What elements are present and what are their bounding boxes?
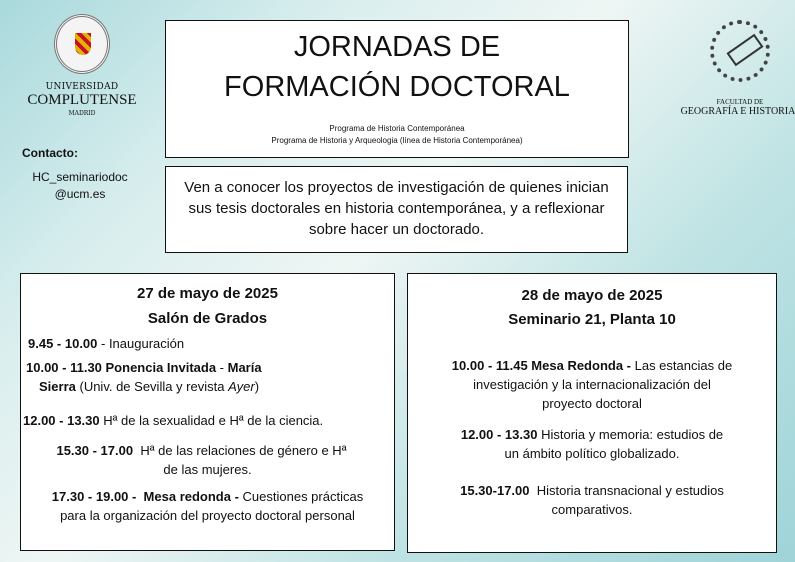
day1-date: 27 de mayo de 2025 bbox=[137, 285, 278, 302]
schedule-item: 12.00 - 13.30 Hª de la sexualidad e Hª de la ciencia. bbox=[23, 413, 324, 428]
day2-venue: Seminario 21, Planta 10 bbox=[508, 311, 676, 328]
faculty-logo-line1: FACULTAD DE bbox=[716, 98, 764, 106]
title-line1: JORNADAS DE bbox=[293, 31, 501, 63]
ucm-logo-line3: MADRID bbox=[68, 110, 96, 117]
description-line1: Ven a conocer los proyectos de investigación de quienes inician bbox=[184, 179, 609, 196]
contact-email-line2: @ucm.es bbox=[54, 187, 106, 201]
ucm-crest-icon bbox=[54, 14, 110, 74]
title-line2: FORMACIÓN DOCTORAL bbox=[224, 71, 570, 103]
schedule-item: 17.30 - 19.00 - Mesa redonda - Cuestiones prácticas para la organización del proyecto doctoral personal bbox=[51, 489, 364, 523]
description-box bbox=[165, 166, 628, 253]
contact-email-line1: HC_seminariodoc bbox=[32, 170, 128, 184]
ucm-logo bbox=[12, 14, 152, 117]
schedule-item: 12.00 - 13.30 Historia y memoria: estudios de un ámbito político globalizado. bbox=[460, 427, 724, 461]
contact-email[interactable] bbox=[10, 169, 150, 203]
description-line2: sus tesis doctorales en historia contemporánea, y a reflexionar bbox=[188, 200, 605, 217]
program-2: Programa de Historia y Arqueologia (línea de Historia Contemporánea) bbox=[271, 136, 523, 145]
day1-venue: Salón de Grados bbox=[147, 310, 268, 327]
day1-schedule bbox=[20, 273, 395, 551]
schedule-item: 10.00 - 11.45 Mesa Redonda - Las estancias de investigación y la internacionalización del proyecto doctoral bbox=[451, 358, 733, 411]
schedule-item: 10.00 - 11.30 Ponencia Invitada - María Sierra (Univ. de Sevilla y revista Ayer) bbox=[26, 360, 262, 394]
schedule-item: 15.30-17.00 Historia transnacional y estudios comparativos. bbox=[460, 483, 724, 517]
description-line3: sobre hacer un doctorado. bbox=[308, 221, 485, 238]
faculty-logo-line2: GEOGRAFÍA E HISTORIA bbox=[680, 106, 795, 117]
faculty-logo bbox=[680, 20, 795, 117]
day2-date: 28 de mayo de 2025 bbox=[521, 287, 663, 304]
contact-label: Contacto: bbox=[22, 146, 78, 160]
schedule-item: 15.30 - 17.00 Hª de las relaciones de género e Hª de las mujeres. bbox=[56, 443, 347, 477]
schedule-item: 9.45 - 10.00 - Inauguración bbox=[28, 336, 185, 351]
contact-block bbox=[10, 146, 150, 203]
page-title bbox=[166, 27, 628, 107]
ucm-logo-line2: COMPLUTENSE bbox=[27, 92, 137, 108]
faculty-seal-icon bbox=[710, 20, 770, 82]
program-1: Programa de Historia Contemporánea bbox=[329, 124, 465, 133]
title-box bbox=[165, 20, 629, 158]
day2-schedule bbox=[407, 273, 777, 553]
ucm-logo-line1: UNIVERSIDAD bbox=[45, 82, 119, 92]
